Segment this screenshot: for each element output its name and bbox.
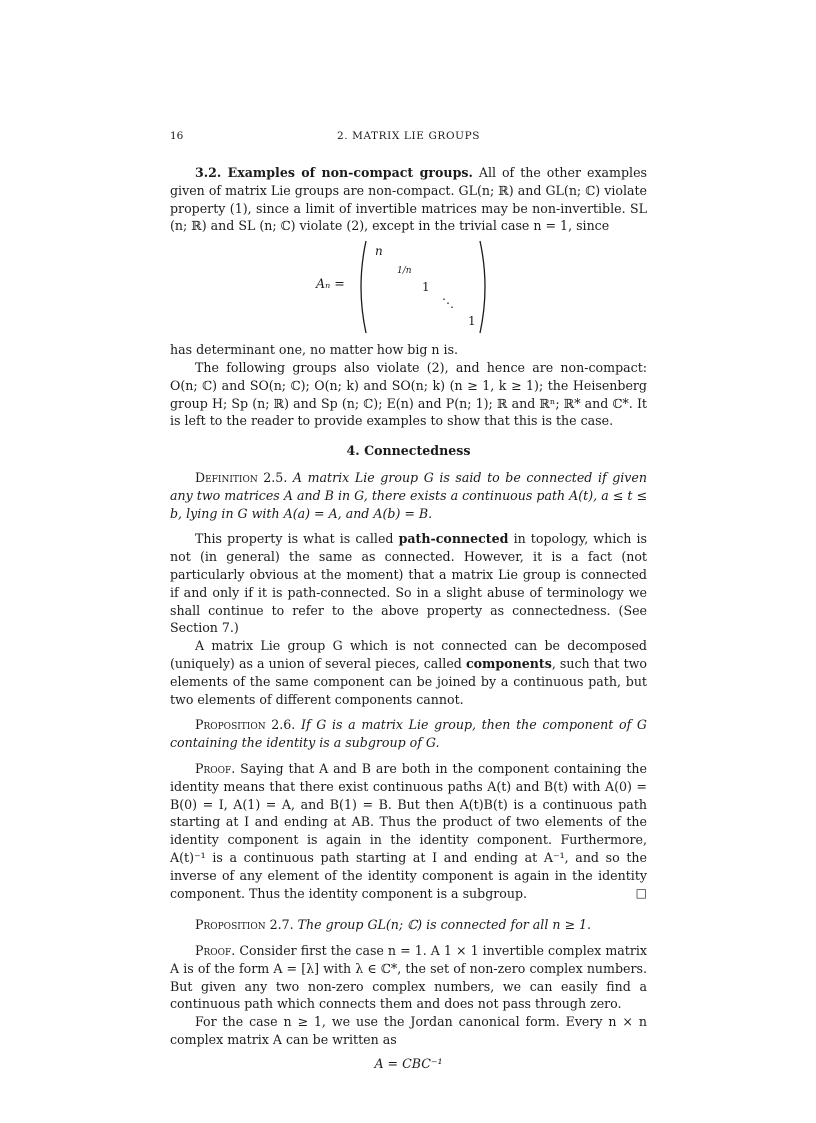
equation-jordan-form: A = CBC⁻¹ (374, 1055, 443, 1071)
prop-2-7-label: Proposition 2.7. (195, 917, 294, 933)
path-connected-term: path-connected (398, 531, 509, 547)
section-3-2-paragraph (170, 164, 647, 235)
proof-2-text: Consider first the case n = 1. A 1 × 1 invertible complex matrix A is of the form A = [λ] with λ ∈ ℂ*, the set of non-zero complex numbers. But given any two non-zero complex numbers, we can easily find a continuous path which connects them and does not pass through zero. (170, 943, 647, 1012)
qed-symbol: □ (635, 885, 647, 900)
determinant-sentence: has determinant one, no matter how big n is. (170, 342, 459, 358)
jordan-paragraph: For the case n ≥ 1, we use the Jordan canonical form. Every n × n complex matrix A can be written as (170, 1014, 647, 1048)
path-connected-paragraph (170, 530, 647, 637)
path-connected-text-a: This property is what is called (195, 531, 394, 547)
proof-text: Saying that A and B are both in the component containing the identity means that there exist continuous paths A(t) and B(t) with A(0) = B(0) = I, A(1) = A, and B(1) = B. But then A(t)B(t) is a continuous path starting at I and ending at AB. Thus the product of two elements of the identity component is again in the identity component. Furthermore, A(t)⁻¹ is a continuous path starting at I and ending at A⁻¹, and so the inverse of any element of the identity component is again in the identity component. Thus the identity component is a subgroup. (170, 760, 647, 901)
matrix-entry-1-over-n: 1/n (397, 266, 412, 277)
proof-label: Proof. (195, 760, 236, 776)
definition-2-5 (170, 469, 647, 522)
path-connected-text-b: in topology, which is not (in general) the same as connected. However, it is a fact (not particularly obvious at the moment) that a matrix Lie group is connected if and only if it is path-connected. So in a slight abuse of terminology we shall continue to refer to the above property as connectedness. (See Section 7.) (170, 531, 647, 636)
proposition-2-6 (170, 716, 647, 752)
matrix-display (170, 239, 647, 335)
page-body (170, 164, 647, 1079)
matrix-lhs: Aₙ = (316, 276, 345, 292)
components-text-a: A matrix Lie group G which is not connected can be decomposed (uniquely) as a union of several pieces, called (170, 638, 647, 671)
running-title: 2. MATRIX LIE GROUPS (336, 130, 481, 142)
proposition-2-7 (170, 916, 647, 934)
components-text-b: , such that two elements of the same component can be joined by a continuous path, but two elements of different components cannot. (170, 655, 647, 707)
proof-2-label: Proof. (195, 943, 236, 959)
proof-prop-2-6 (170, 760, 647, 902)
matrix-entry-ddots: ⋱ (442, 296, 454, 311)
matrix-entry-one: 1 (422, 280, 430, 295)
proof-prop-2-7 (170, 942, 647, 1013)
page-number: 16 (170, 130, 184, 142)
matrix-entry-last-one: 1 (468, 314, 476, 329)
prop-2-6-label: Proposition 2.6. (195, 717, 296, 733)
definition-label: Definition 2.5. (195, 469, 288, 485)
components-paragraph (170, 637, 647, 708)
section-3-2-heading: 3.2. Examples of non-compact groups. (195, 165, 473, 180)
section-4-heading: 4. Connectedness (346, 443, 471, 459)
non-compact-list-paragraph: The following groups also violate (2), and hence are non-compact: O(n; ℂ) and SO(n; ℂ); O(n; k) and SO(n; k) (n ≥ 1, k ≥ 1); the Heisenberg group H; Sp (n; ℝ) and Sp (n; ℂ); E(n) and P(n; 1); ℝ and ℝⁿ; ℝ* and ℂ*. It is left to the reader to provide examples to show that this is the case. (170, 359, 647, 429)
definition-text: A matrix Lie group G is said to be connected if given any two matrices A and B in G, there exists a continuous path A(t), a ≤ t ≤ b, lying in G with A(a) = A, and A(b) = B. (170, 469, 647, 521)
prop-2-6-text: If G is a matrix Lie group, then the component of G containing the identity is a subgroup of G. (170, 717, 647, 751)
matrix-entry-n: n (375, 244, 383, 259)
prop-2-7-text: The group GL(n; ℂ) is connected for all n ≥ 1. (297, 917, 592, 933)
components-term: components (465, 655, 552, 671)
running-header (170, 130, 647, 148)
section-3-2-text: All of the other examples given of matrix Lie groups are non-compact. GL(n; ℝ) and GL(n; ℂ) violate property (1), since a limit of invertible matrices may be non-invertible. SL (n; ℝ) and SL (n; ℂ) violate (2), except in the trivial case n = 1, since (170, 165, 647, 234)
